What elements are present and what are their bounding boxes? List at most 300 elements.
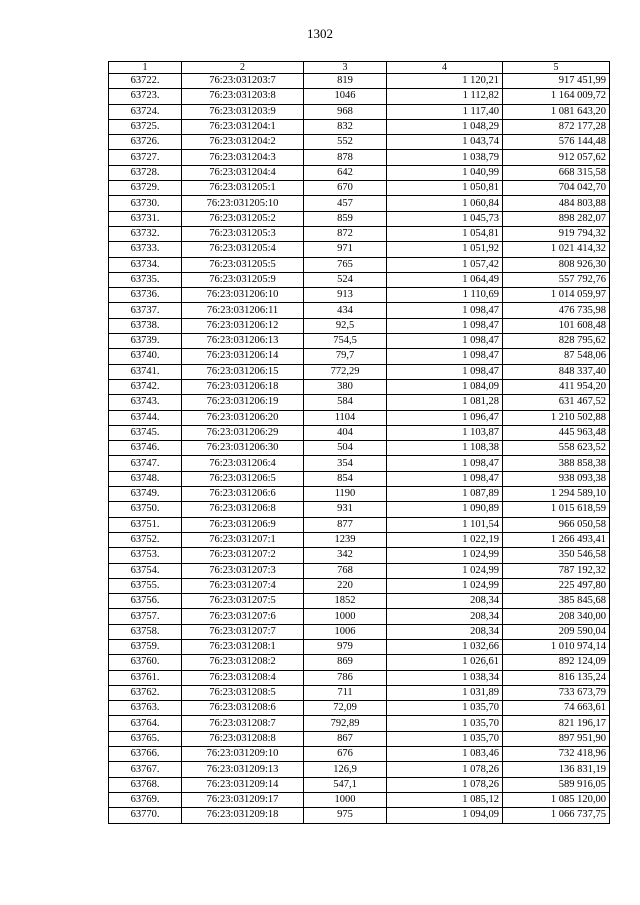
row-number-cell: 63764. xyxy=(109,716,182,731)
rate-cell: 1 094,09 xyxy=(387,808,503,823)
value-cell: 917 451,99 xyxy=(503,74,610,89)
cadastral-number-cell: 76:23:031206:13 xyxy=(182,334,304,349)
value-cell: 631 467,52 xyxy=(503,395,610,410)
table-row xyxy=(109,226,610,241)
table-row xyxy=(109,594,610,609)
area-cell: 79,7 xyxy=(304,349,387,364)
area-cell: 547,1 xyxy=(304,777,387,792)
area-cell: 792,89 xyxy=(304,716,387,731)
table-row xyxy=(109,74,610,89)
row-number-cell: 63760. xyxy=(109,655,182,670)
rate-cell: 1 081,28 xyxy=(387,395,503,410)
value-cell: 733 673,79 xyxy=(503,685,610,700)
value-cell: 808 926,30 xyxy=(503,257,610,272)
table-row xyxy=(109,211,610,226)
cadastral-number-cell: 76:23:031208:1 xyxy=(182,639,304,654)
row-number-cell: 63747. xyxy=(109,456,182,471)
area-cell: 670 xyxy=(304,181,387,196)
row-number-cell: 63728. xyxy=(109,165,182,180)
cadastral-number-cell: 76:23:031207:2 xyxy=(182,548,304,563)
cadastral-number-cell: 76:23:031203:8 xyxy=(182,89,304,104)
area-cell: 1104 xyxy=(304,410,387,425)
row-number-cell: 63726. xyxy=(109,135,182,150)
cadastral-number-cell: 76:23:031205:5 xyxy=(182,257,304,272)
row-number-cell: 63738. xyxy=(109,318,182,333)
row-number-cell: 63740. xyxy=(109,349,182,364)
rate-cell: 1 035,70 xyxy=(387,716,503,731)
table-row xyxy=(109,808,610,823)
rate-cell: 1 050,81 xyxy=(387,181,503,196)
area-cell: 913 xyxy=(304,288,387,303)
rate-cell: 1 060,84 xyxy=(387,196,503,211)
area-cell: 968 xyxy=(304,104,387,119)
cadastral-number-cell: 76:23:031209:10 xyxy=(182,747,304,762)
table-row xyxy=(109,578,610,593)
table-row xyxy=(109,532,610,547)
value-cell: 558 623,52 xyxy=(503,441,610,456)
row-number-cell: 63734. xyxy=(109,257,182,272)
area-cell: 931 xyxy=(304,502,387,517)
header-row xyxy=(109,62,610,74)
cadastral-number-cell: 76:23:031206:18 xyxy=(182,379,304,394)
value-cell: 1 210 502,88 xyxy=(503,410,610,425)
value-cell: 704 042,70 xyxy=(503,181,610,196)
area-cell: 975 xyxy=(304,808,387,823)
table-row xyxy=(109,318,610,333)
table-row xyxy=(109,181,610,196)
cadastral-number-cell: 76:23:031208:5 xyxy=(182,685,304,700)
table-row xyxy=(109,135,610,150)
table-row xyxy=(109,441,610,456)
cadastral-number-cell: 76:23:031207:6 xyxy=(182,609,304,624)
column-header: 1 xyxy=(109,62,182,74)
value-cell: 476 735,98 xyxy=(503,303,610,318)
rate-cell: 1 024,99 xyxy=(387,578,503,593)
page-number: 1302 xyxy=(307,26,333,41)
row-number-cell: 63752. xyxy=(109,532,182,547)
row-number-cell: 63761. xyxy=(109,670,182,685)
cadastral-number-cell: 76:23:031208:8 xyxy=(182,731,304,746)
value-cell: 1 066 737,75 xyxy=(503,808,610,823)
cadastral-number-cell: 76:23:031206:8 xyxy=(182,502,304,517)
value-cell: 668 315,58 xyxy=(503,165,610,180)
cadastral-number-cell: 76:23:031209:14 xyxy=(182,777,304,792)
area-cell: 584 xyxy=(304,395,387,410)
row-number-cell: 63753. xyxy=(109,548,182,563)
value-cell: 816 135,24 xyxy=(503,670,610,685)
cadastral-number-cell: 76:23:031206:9 xyxy=(182,517,304,532)
rate-cell: 1 024,99 xyxy=(387,548,503,563)
rate-cell: 1 098,47 xyxy=(387,334,503,349)
row-number-cell: 63727. xyxy=(109,150,182,165)
cadastral-number-cell: 76:23:031205:3 xyxy=(182,226,304,241)
value-cell: 445 963,48 xyxy=(503,425,610,440)
table-row xyxy=(109,639,610,654)
value-cell: 1 266 493,41 xyxy=(503,532,610,547)
area-cell: 342 xyxy=(304,548,387,563)
column-header: 2 xyxy=(182,62,304,74)
area-cell: 1006 xyxy=(304,624,387,639)
row-number-cell: 63769. xyxy=(109,792,182,807)
table-row xyxy=(109,777,610,792)
rate-cell: 1 085,12 xyxy=(387,792,503,807)
cadastral-number-cell: 76:23:031204:2 xyxy=(182,135,304,150)
rate-cell: 208,34 xyxy=(387,624,503,639)
value-cell: 225 497,80 xyxy=(503,578,610,593)
rate-cell: 1 083,46 xyxy=(387,747,503,762)
cadastral-number-cell: 76:23:031205:4 xyxy=(182,242,304,257)
cadastral-number-cell: 76:23:031206:30 xyxy=(182,441,304,456)
row-number-cell: 63755. xyxy=(109,578,182,593)
value-cell: 350 546,58 xyxy=(503,548,610,563)
cadastral-number-cell: 76:23:031207:3 xyxy=(182,563,304,578)
rate-cell: 1 022,19 xyxy=(387,532,503,547)
row-number-cell: 63732. xyxy=(109,226,182,241)
rate-cell: 1 043,74 xyxy=(387,135,503,150)
value-cell: 1 014 059,97 xyxy=(503,288,610,303)
area-cell: 126,9 xyxy=(304,762,387,777)
area-cell: 1239 xyxy=(304,532,387,547)
cadastral-number-cell: 76:23:031206:12 xyxy=(182,318,304,333)
area-cell: 552 xyxy=(304,135,387,150)
table-row xyxy=(109,288,610,303)
table-row xyxy=(109,272,610,287)
rate-cell: 1 057,42 xyxy=(387,257,503,272)
table-row xyxy=(109,670,610,685)
area-cell: 859 xyxy=(304,211,387,226)
table-row xyxy=(109,731,610,746)
rate-cell: 1 078,26 xyxy=(387,762,503,777)
row-number-cell: 63730. xyxy=(109,196,182,211)
table-row xyxy=(109,89,610,104)
table-row xyxy=(109,685,610,700)
table-row xyxy=(109,150,610,165)
rate-cell: 1 035,70 xyxy=(387,701,503,716)
table-row xyxy=(109,456,610,471)
row-number-cell: 63723. xyxy=(109,89,182,104)
value-cell: 1 015 618,59 xyxy=(503,502,610,517)
row-number-cell: 63735. xyxy=(109,272,182,287)
row-number-cell: 63743. xyxy=(109,395,182,410)
rate-cell: 1 096,47 xyxy=(387,410,503,425)
row-number-cell: 63758. xyxy=(109,624,182,639)
cadastral-number-cell: 76:23:031209:13 xyxy=(182,762,304,777)
rate-cell: 1 101,54 xyxy=(387,517,503,532)
table-row xyxy=(109,196,610,211)
table-body xyxy=(109,74,610,824)
row-number-cell: 63742. xyxy=(109,379,182,394)
table-row xyxy=(109,119,610,134)
rate-cell: 1 098,47 xyxy=(387,303,503,318)
row-number-cell: 63759. xyxy=(109,639,182,654)
rate-cell: 1 054,81 xyxy=(387,226,503,241)
table-row xyxy=(109,104,610,119)
rate-cell: 1 098,47 xyxy=(387,471,503,486)
rate-cell: 1 026,61 xyxy=(387,655,503,670)
cadastral-number-cell: 76:23:031206:20 xyxy=(182,410,304,425)
area-cell: 832 xyxy=(304,119,387,134)
area-cell: 457 xyxy=(304,196,387,211)
area-cell: 854 xyxy=(304,471,387,486)
rate-cell: 1 084,09 xyxy=(387,379,503,394)
register-table xyxy=(108,61,610,824)
rate-cell: 1 087,89 xyxy=(387,487,503,502)
cadastral-number-cell: 76:23:031206:11 xyxy=(182,303,304,318)
rate-cell: 1 051,92 xyxy=(387,242,503,257)
row-number-cell: 63724. xyxy=(109,104,182,119)
value-cell: 919 794,32 xyxy=(503,226,610,241)
area-cell: 979 xyxy=(304,639,387,654)
area-cell: 1000 xyxy=(304,609,387,624)
cadastral-number-cell: 76:23:031209:17 xyxy=(182,792,304,807)
table-row xyxy=(109,701,610,716)
cadastral-number-cell: 76:23:031208:6 xyxy=(182,701,304,716)
rate-cell: 208,34 xyxy=(387,609,503,624)
rate-cell: 1 120,21 xyxy=(387,74,503,89)
table-row xyxy=(109,502,610,517)
value-cell: 1 164 009,72 xyxy=(503,89,610,104)
rate-cell: 1 103,87 xyxy=(387,425,503,440)
cadastral-number-cell: 76:23:031208:7 xyxy=(182,716,304,731)
rate-cell: 1 112,82 xyxy=(387,89,503,104)
row-number-cell: 63725. xyxy=(109,119,182,134)
rate-cell: 1 110,69 xyxy=(387,288,503,303)
row-number-cell: 63733. xyxy=(109,242,182,257)
area-cell: 92,5 xyxy=(304,318,387,333)
value-cell: 385 845,68 xyxy=(503,594,610,609)
value-cell: 912 057,62 xyxy=(503,150,610,165)
cadastral-number-cell: 76:23:031206:19 xyxy=(182,395,304,410)
value-cell: 208 340,00 xyxy=(503,609,610,624)
table-row xyxy=(109,303,610,318)
area-cell: 819 xyxy=(304,74,387,89)
area-cell: 768 xyxy=(304,563,387,578)
table-row xyxy=(109,548,610,563)
cadastral-number-cell: 76:23:031209:18 xyxy=(182,808,304,823)
area-cell: 872 xyxy=(304,226,387,241)
table-row xyxy=(109,655,610,670)
rate-cell: 1 108,38 xyxy=(387,441,503,456)
table-row xyxy=(109,165,610,180)
value-cell: 1 294 589,10 xyxy=(503,487,610,502)
cadastral-number-cell: 76:23:031206:6 xyxy=(182,487,304,502)
value-cell: 848 337,40 xyxy=(503,364,610,379)
value-cell: 484 803,88 xyxy=(503,196,610,211)
rate-cell: 1 098,47 xyxy=(387,349,503,364)
column-header: 4 xyxy=(387,62,503,74)
area-cell: 72,09 xyxy=(304,701,387,716)
value-cell: 1 081 643,20 xyxy=(503,104,610,119)
value-cell: 828 795,62 xyxy=(503,334,610,349)
table-row xyxy=(109,517,610,532)
area-cell: 434 xyxy=(304,303,387,318)
row-number-cell: 63756. xyxy=(109,594,182,609)
table-row xyxy=(109,364,610,379)
cadastral-number-cell: 76:23:031207:5 xyxy=(182,594,304,609)
row-number-cell: 63768. xyxy=(109,777,182,792)
area-cell: 786 xyxy=(304,670,387,685)
value-cell: 87 548,06 xyxy=(503,349,610,364)
value-cell: 411 954,20 xyxy=(503,379,610,394)
row-number-cell: 63762. xyxy=(109,685,182,700)
rate-cell: 1 031,89 xyxy=(387,685,503,700)
table-row xyxy=(109,242,610,257)
value-cell: 557 792,76 xyxy=(503,272,610,287)
table-row xyxy=(109,563,610,578)
rate-cell: 1 078,26 xyxy=(387,777,503,792)
row-number-cell: 63748. xyxy=(109,471,182,486)
row-number-cell: 63736. xyxy=(109,288,182,303)
row-number-cell: 63731. xyxy=(109,211,182,226)
area-cell: 711 xyxy=(304,685,387,700)
rate-cell: 1 064,49 xyxy=(387,272,503,287)
area-cell: 642 xyxy=(304,165,387,180)
value-cell: 1 021 414,32 xyxy=(503,242,610,257)
area-cell: 404 xyxy=(304,425,387,440)
row-number-cell: 63766. xyxy=(109,747,182,762)
value-cell: 787 192,32 xyxy=(503,563,610,578)
area-cell: 354 xyxy=(304,456,387,471)
table-row xyxy=(109,762,610,777)
row-number-cell: 63741. xyxy=(109,364,182,379)
row-number-cell: 63767. xyxy=(109,762,182,777)
cadastral-number-cell: 76:23:031204:4 xyxy=(182,165,304,180)
table-row xyxy=(109,487,610,502)
area-cell: 754,5 xyxy=(304,334,387,349)
cadastral-number-cell: 76:23:031204:1 xyxy=(182,119,304,134)
area-cell: 504 xyxy=(304,441,387,456)
rate-cell: 1 045,73 xyxy=(387,211,503,226)
value-cell: 388 858,38 xyxy=(503,456,610,471)
area-cell: 380 xyxy=(304,379,387,394)
column-header: 5 xyxy=(503,62,610,74)
table-row xyxy=(109,379,610,394)
value-cell: 897 951,90 xyxy=(503,731,610,746)
value-cell: 1 085 120,00 xyxy=(503,792,610,807)
rate-cell: 1 038,34 xyxy=(387,670,503,685)
cadastral-number-cell: 76:23:031206:4 xyxy=(182,456,304,471)
area-cell: 877 xyxy=(304,517,387,532)
cadastral-number-cell: 76:23:031206:29 xyxy=(182,425,304,440)
area-cell: 867 xyxy=(304,731,387,746)
row-number-cell: 63737. xyxy=(109,303,182,318)
cadastral-number-cell: 76:23:031205:2 xyxy=(182,211,304,226)
cadastral-number-cell: 76:23:031205:10 xyxy=(182,196,304,211)
value-cell: 872 177,28 xyxy=(503,119,610,134)
cadastral-number-cell: 76:23:031203:7 xyxy=(182,74,304,89)
area-cell: 1190 xyxy=(304,487,387,502)
cadastral-number-cell: 76:23:031208:2 xyxy=(182,655,304,670)
value-cell: 821 196,17 xyxy=(503,716,610,731)
value-cell: 732 418,96 xyxy=(503,747,610,762)
row-number-cell: 63729. xyxy=(109,181,182,196)
rate-cell: 1 090,89 xyxy=(387,502,503,517)
area-cell: 1852 xyxy=(304,594,387,609)
row-number-cell: 63749. xyxy=(109,487,182,502)
table-row xyxy=(109,334,610,349)
row-number-cell: 63739. xyxy=(109,334,182,349)
area-cell: 765 xyxy=(304,257,387,272)
cadastral-number-cell: 76:23:031205:9 xyxy=(182,272,304,287)
value-cell: 892 124,09 xyxy=(503,655,610,670)
row-number-cell: 63745. xyxy=(109,425,182,440)
cadastral-number-cell: 76:23:031206:5 xyxy=(182,471,304,486)
value-cell: 74 663,61 xyxy=(503,701,610,716)
table-row xyxy=(109,609,610,624)
area-cell: 772,29 xyxy=(304,364,387,379)
row-number-cell: 63751. xyxy=(109,517,182,532)
table-header xyxy=(109,62,610,74)
row-number-cell: 63763. xyxy=(109,701,182,716)
area-cell: 878 xyxy=(304,150,387,165)
rate-cell: 1 038,79 xyxy=(387,150,503,165)
row-number-cell: 63722. xyxy=(109,74,182,89)
table-row xyxy=(109,425,610,440)
cadastral-number-cell: 76:23:031207:4 xyxy=(182,578,304,593)
table-row xyxy=(109,395,610,410)
table-row xyxy=(109,792,610,807)
area-cell: 524 xyxy=(304,272,387,287)
row-number-cell: 63770. xyxy=(109,808,182,823)
value-cell: 898 282,07 xyxy=(503,211,610,226)
cadastral-number-cell: 76:23:031204:3 xyxy=(182,150,304,165)
cadastral-number-cell: 76:23:031208:4 xyxy=(182,670,304,685)
value-cell: 209 590,04 xyxy=(503,624,610,639)
cadastral-number-cell: 76:23:031206:10 xyxy=(182,288,304,303)
value-cell: 136 831,19 xyxy=(503,762,610,777)
column-header: 3 xyxy=(304,62,387,74)
table-row xyxy=(109,471,610,486)
value-cell: 938 093,38 xyxy=(503,471,610,486)
area-cell: 220 xyxy=(304,578,387,593)
rate-cell: 1 040,99 xyxy=(387,165,503,180)
area-cell: 971 xyxy=(304,242,387,257)
cadastral-number-cell: 76:23:031207:1 xyxy=(182,532,304,547)
cadastral-number-cell: 76:23:031206:15 xyxy=(182,364,304,379)
rate-cell: 1 035,70 xyxy=(387,731,503,746)
area-cell: 869 xyxy=(304,655,387,670)
rate-cell: 1 098,47 xyxy=(387,456,503,471)
row-number-cell: 63765. xyxy=(109,731,182,746)
rate-cell: 1 098,47 xyxy=(387,318,503,333)
cadastral-number-cell: 76:23:031207:7 xyxy=(182,624,304,639)
row-number-cell: 63750. xyxy=(109,502,182,517)
table-row xyxy=(109,410,610,425)
value-cell: 1 010 974,14 xyxy=(503,639,610,654)
rate-cell: 1 098,47 xyxy=(387,364,503,379)
value-cell: 589 916,05 xyxy=(503,777,610,792)
row-number-cell: 63754. xyxy=(109,563,182,578)
rate-cell: 208,34 xyxy=(387,594,503,609)
area-cell: 1046 xyxy=(304,89,387,104)
rate-cell: 1 117,40 xyxy=(387,104,503,119)
value-cell: 966 050,58 xyxy=(503,517,610,532)
row-number-cell: 63744. xyxy=(109,410,182,425)
area-cell: 676 xyxy=(304,747,387,762)
cadastral-number-cell: 76:23:031205:1 xyxy=(182,181,304,196)
row-number-cell: 63746. xyxy=(109,441,182,456)
rate-cell: 1 024,99 xyxy=(387,563,503,578)
table-row xyxy=(109,257,610,272)
rate-cell: 1 048,29 xyxy=(387,119,503,134)
cadastral-number-cell: 76:23:031206:14 xyxy=(182,349,304,364)
table-row xyxy=(109,747,610,762)
value-cell: 101 608,48 xyxy=(503,318,610,333)
table-row xyxy=(109,349,610,364)
table-row xyxy=(109,716,610,731)
rate-cell: 1 032,66 xyxy=(387,639,503,654)
area-cell: 1000 xyxy=(304,792,387,807)
